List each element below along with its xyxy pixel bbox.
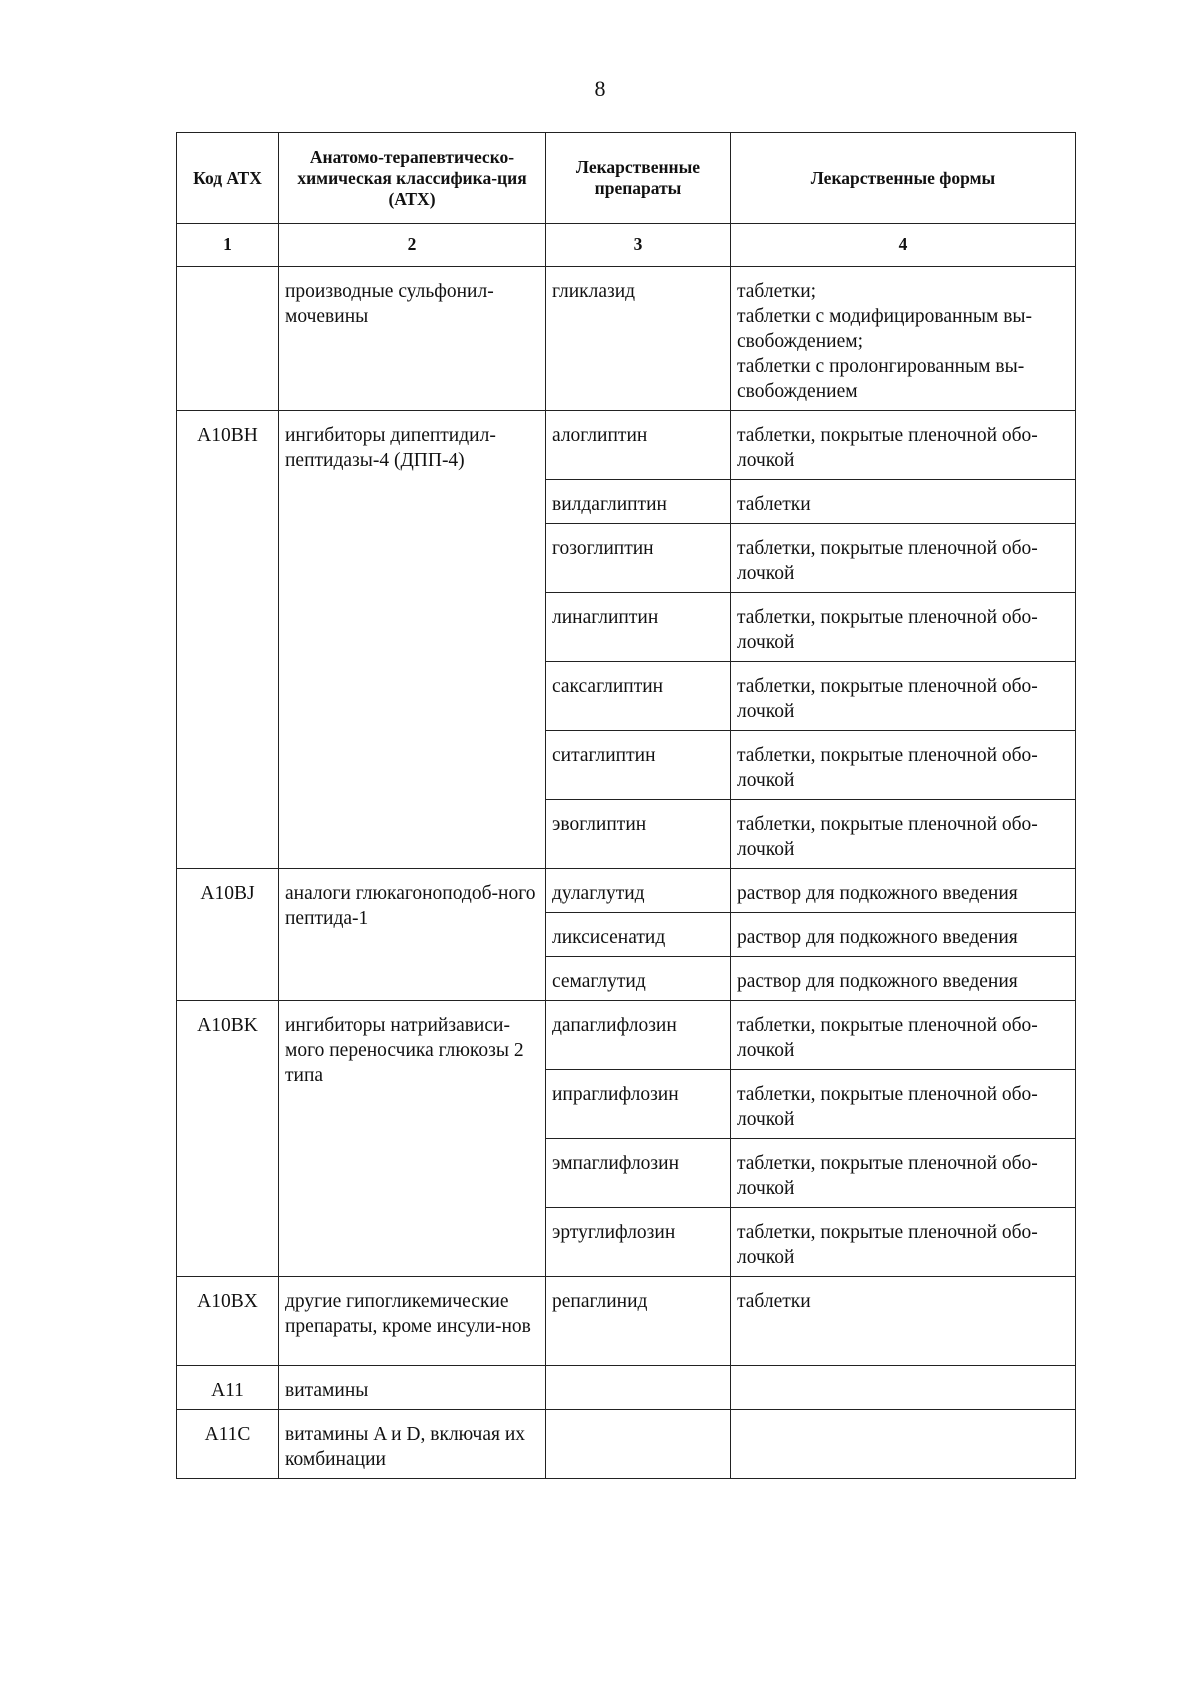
drug-name-cell: гозоглиптин — [546, 524, 731, 593]
atc-code-cell — [177, 267, 279, 411]
dosage-forms-cell — [731, 869, 1076, 913]
column-number: 3 — [546, 224, 731, 267]
table-row — [177, 267, 1076, 411]
dosage-forms-cell — [731, 800, 1076, 869]
atc-classification-cell: ингибиторы дипептидил-пептидазы-4 (ДПП-4) — [279, 411, 546, 869]
header-atc-code: Код АТХ — [177, 133, 279, 224]
dosage-forms-cell — [731, 411, 1076, 480]
dosage-forms-cell — [731, 593, 1076, 662]
dosage-form-text: раствор для подкожного введения — [737, 971, 1018, 992]
drug-name-cell: эртуглифлозин — [546, 1208, 731, 1277]
atc-code-cell: A10BK — [177, 1001, 279, 1277]
table-row — [177, 1277, 1076, 1366]
table-row — [177, 1410, 1076, 1479]
table-row — [177, 869, 1076, 913]
atc-classification-cell: другие гипогликемические препараты, кроме инсули-нов — [279, 1277, 546, 1366]
atc-classification-cell: витамины — [279, 1366, 546, 1410]
dosage-forms-cell — [731, 267, 1076, 411]
dosage-form-text: таблетки, покрытые пленочной обо-лочкой — [737, 814, 1038, 860]
dosage-forms-cell — [731, 1001, 1076, 1070]
atc-code-cell: A10BJ — [177, 869, 279, 1001]
drug-name-cell: репаглинид — [546, 1277, 731, 1366]
dosage-form-text: таблетки, покрытые пленочной обо-лочкой — [737, 676, 1038, 722]
dosage-forms-cell — [731, 1070, 1076, 1139]
column-number-row — [177, 224, 1076, 267]
drug-name-cell: саксаглиптин — [546, 662, 731, 731]
atc-code-cell: A11 — [177, 1366, 279, 1410]
drug-name-cell: семаглутид — [546, 957, 731, 1001]
dosage-form-text: таблетки, покрытые пленочной обо-лочкой — [737, 745, 1038, 791]
column-number: 2 — [279, 224, 546, 267]
dosage-forms-cell — [731, 913, 1076, 957]
dosage-form-text: таблетки с модифицированным вы-свобождением; — [737, 306, 1032, 352]
dosage-form-text: таблетки, покрытые пленочной обо-лочкой — [737, 1222, 1038, 1268]
atc-classification-cell: витамины A и D, включая их комбинации — [279, 1410, 546, 1479]
page-number: 8 — [594, 76, 606, 101]
table-row — [177, 1366, 1076, 1410]
header-row — [177, 133, 1076, 224]
header-drugs: Лекарственные препараты — [546, 133, 731, 224]
dosage-form-text: таблетки, покрытые пленочной обо-лочкой — [737, 607, 1038, 653]
drug-name-cell: ликсисенатид — [546, 913, 731, 957]
dosage-form-text: таблетки, покрытые пленочной обо-лочкой — [737, 538, 1038, 584]
dosage-form-text: таблетки, покрытые пленочной обо-лочкой — [737, 1015, 1038, 1061]
dosage-form-text: таблетки, покрытые пленочной обо-лочкой — [737, 1153, 1038, 1199]
dosage-forms-cell — [731, 731, 1076, 800]
dosage-form-text: таблетки с пролонгированным вы-свобождением — [737, 356, 1025, 402]
dosage-forms-cell — [731, 957, 1076, 1001]
dosage-form-text: раствор для подкожного введения — [737, 927, 1018, 948]
dosage-forms-cell — [731, 1208, 1076, 1277]
table-row — [177, 1001, 1076, 1070]
atc-code-cell: A10BH — [177, 411, 279, 869]
drug-name-cell: эмпаглифлозин — [546, 1139, 731, 1208]
dosage-form-text: таблетки — [737, 494, 811, 515]
atc-classification-cell: производные сульфонил-мочевины — [279, 267, 546, 411]
header-dosage-forms: Лекарственные формы — [731, 133, 1076, 224]
dosage-forms-cell — [731, 1410, 1076, 1479]
column-number: 1 — [177, 224, 279, 267]
drug-name-cell — [546, 1366, 731, 1410]
dosage-forms-cell — [731, 1139, 1076, 1208]
table-row — [177, 411, 1076, 480]
drug-name-cell: ипраглифлозин — [546, 1070, 731, 1139]
drug-name-cell: эвоглиптин — [546, 800, 731, 869]
dosage-forms-cell — [731, 1277, 1076, 1366]
dosage-forms-cell — [731, 524, 1076, 593]
drug-name-cell: вилдаглиптин — [546, 480, 731, 524]
column-number: 4 — [731, 224, 1076, 267]
dosage-form-text: раствор для подкожного введения — [737, 883, 1018, 904]
drug-name-cell: гликлазид — [546, 267, 731, 411]
dosage-form-text: таблетки, покрытые пленочной обо-лочкой — [737, 1084, 1038, 1130]
dosage-forms-cell — [731, 480, 1076, 524]
drug-name-cell: линаглиптин — [546, 593, 731, 662]
atc-code-cell: A10BX — [177, 1277, 279, 1366]
drug-name-cell: дулаглутид — [546, 869, 731, 913]
atc-code-cell: A11C — [177, 1410, 279, 1479]
drug-name-cell: ситаглиптин — [546, 731, 731, 800]
drug-name-cell: дапаглифлозин — [546, 1001, 731, 1070]
dosage-form-text: таблетки, покрытые пленочной обо-лочкой — [737, 425, 1038, 471]
drug-name-cell — [546, 1410, 731, 1479]
dosage-forms-cell — [731, 1366, 1076, 1410]
atc-drug-table — [176, 132, 1076, 1479]
dosage-forms-cell — [731, 662, 1076, 731]
dosage-form-text: таблетки — [737, 1291, 811, 1312]
drug-name-cell: алоглиптин — [546, 411, 731, 480]
atc-classification-cell: ингибиторы натрийзависи-мого переносчика глюкозы 2 типа — [279, 1001, 546, 1277]
header-atc-classification: Анатомо-терапевтическо-химическая классифика-ция (АТХ) — [279, 133, 546, 224]
atc-classification-cell: аналоги глюкагоноподоб-ного пептида-1 — [279, 869, 546, 1001]
table-body — [177, 267, 1076, 1479]
dosage-form-text: таблетки; — [737, 281, 817, 302]
